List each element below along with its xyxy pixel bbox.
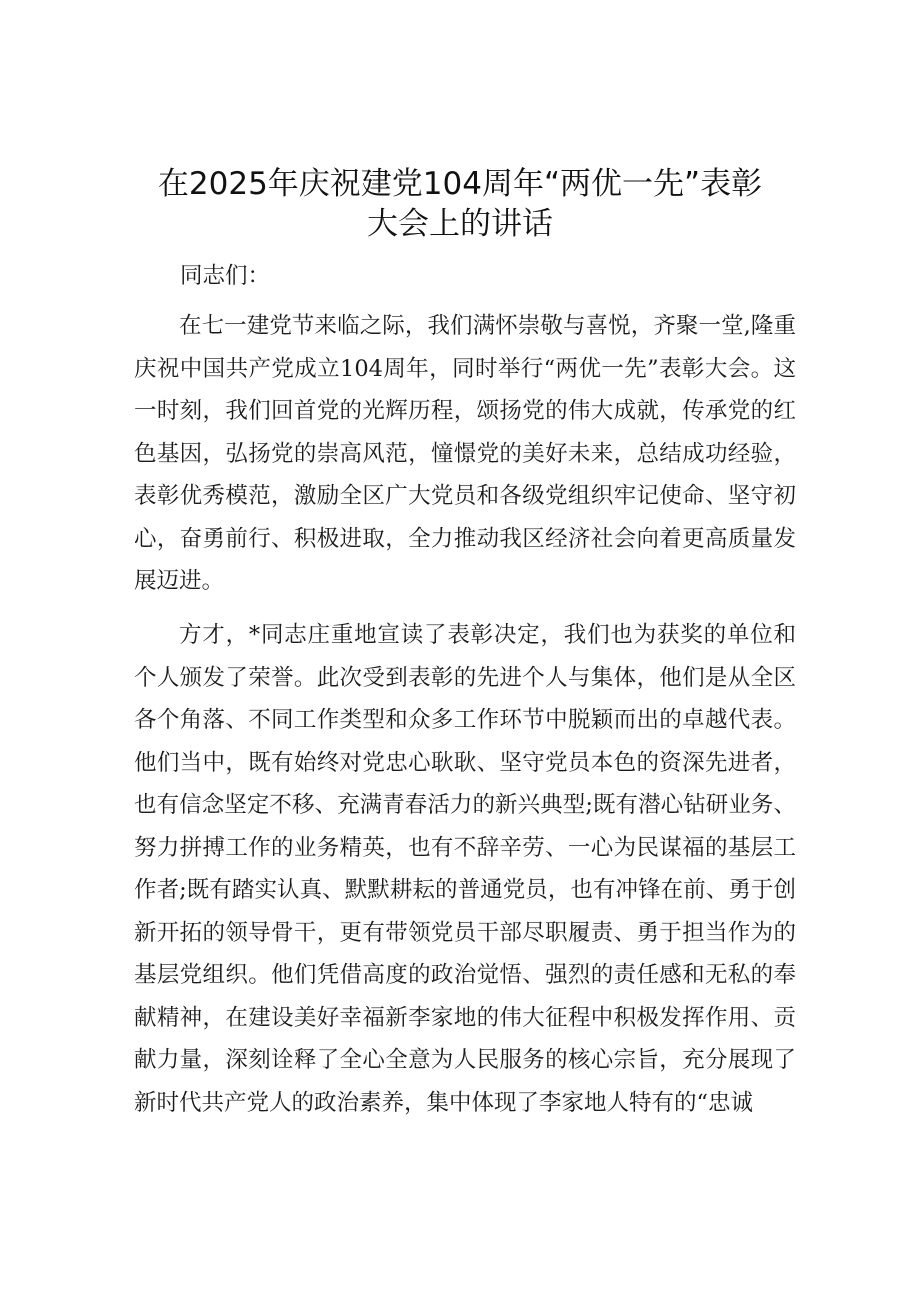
title-line-2: 大会上的讲话 — [367, 206, 553, 242]
document-title — [0, 164, 920, 244]
paragraph-2: 方才，*同志庄重地宣读了表彰决定，我们也为获奖的单位和个人颁发了荣誉。此次受到表彰的先进个人与集体，他们是从全区各个角落、不同工作类型和众多工作环节中脱颖而出的卓越代表。他们当中，既有始终对党忠心耿耿、坚守党员本色的资深先进者，也有信念坚定不移、充满青春活力的新兴典型;既有潜心钻研业务、努力拼搏工作的业务精英，也有不辞辛劳、一心为民谋福的基层工作者;既有踏实认真、默默耕耘的普通党员，也有冲锋在前、勇于创新开拓的领导骨干，更有带领党员干部尽职履责、勇于担当作为的基层党组织。他们凭借高度的政治觉悟、强烈的责任感和无私的奉献精神，在建设美好幸福新李家地的伟大征程中积极发挥作用、贡献力量，深刻诠释了全心全意为人民服务的核心宗旨，充分展现了新时代共产党人的政治素养，集中体现了李家地人特有的“忠诚 — [134, 622, 796, 1116]
paragraph-1: 在七一建党节来临之际，我们满怀崇敬与喜悦，齐聚一堂,隆重庆祝中国共产党成立104周年，同时举行“两优一先”表彰大会。这一时刻，我们回首党的光辉历程，颂扬党的伟大成就，传承党的红色基因，弘扬党的崇高风范，憧憬党的美好未来，总结成功经验，表彰优秀模范，激励全区广大党员和各级党组织牢记使命、坚守初心，奋勇前行、积极进取，全力推动我区经济社会向着更高质量发展迈进。 — [134, 313, 796, 594]
salutation: 同志们： — [180, 263, 271, 289]
title-line-1: 在2025年庆祝建党104周年“两优一先”表彰 — [157, 166, 763, 202]
